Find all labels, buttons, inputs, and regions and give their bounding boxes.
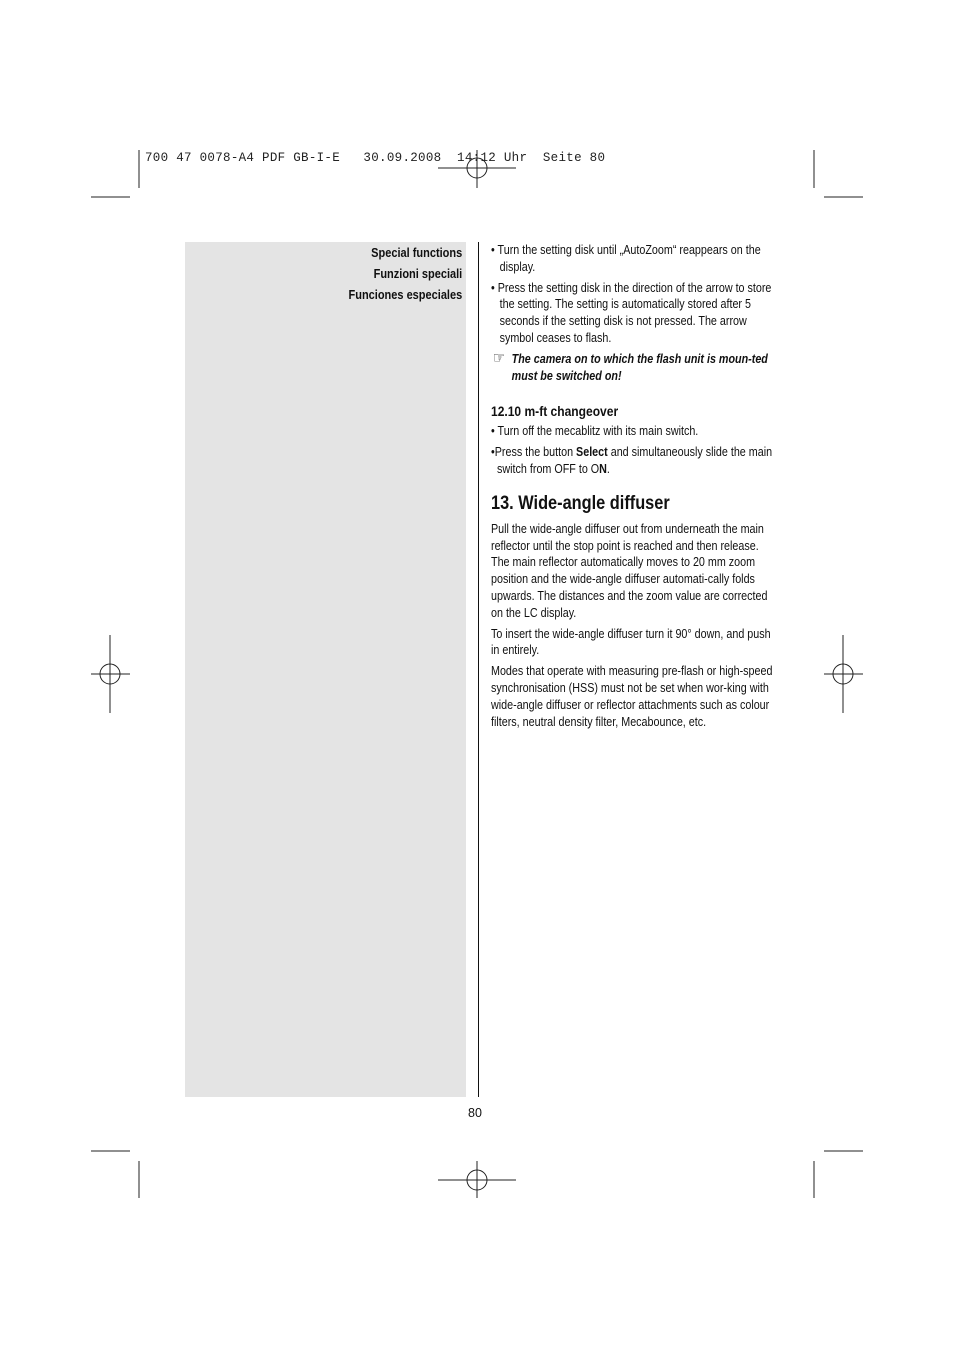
instruction-bullet: • Turn the setting disk until „AutoZoom“ reappears on the display. xyxy=(491,243,761,274)
section-label-en: Special functions xyxy=(370,246,462,260)
main-content xyxy=(491,242,775,734)
instruction-bullet: •Press the button Select and simultaneously slide the main switch from OFF to ON. xyxy=(491,445,773,476)
body-paragraph: Modes that operate with measuring pre-flash or high-speed synchronisation (HSS) must not be set when wor-king with wide-angle diffuser or reflector attachments such as colour filters, neutral density filter, Mecabounce, etc. xyxy=(491,664,773,729)
select-button-label: Select xyxy=(576,445,608,460)
page-number: 80 xyxy=(468,1106,482,1120)
sidebar-panel xyxy=(185,242,466,1097)
body-paragraph: Pull the wide-angle diffuser out from underneath the main reflector until the stop point is reached and then release. The main reflector automatically moves to 20 mm zoom position and the wide-angle diffuser automati-cally folds upwards. The distances and the zoom value are corrected on the LC display. xyxy=(491,521,768,620)
instruction-bullet: • Turn off the mecablitz with its main switch. xyxy=(491,424,699,439)
body-paragraph: To insert the wide-angle diffuser turn it 90° down, and push in entirely. xyxy=(491,626,771,658)
note-text: The camera on to which the flash unit is moun-ted must be switched on! xyxy=(511,351,768,383)
section-label-it: Funzioni speciali xyxy=(373,267,462,281)
pointing-hand-icon: ☞ xyxy=(492,349,506,367)
sidebar-section-labels xyxy=(333,243,462,306)
section-label-es: Funciones especiales xyxy=(348,288,462,302)
print-slug: 700 47 0078-A4 PDF GB-I-E 30.09.2008 14:12 Uhr Seite 80 xyxy=(145,151,606,165)
instruction-bullet: • Press the setting disk in the direction of the arrow to store the setting. The setting is automatically stored after 5 seconds if the setting disk is not pressed. The arrow symbol ceases to flash. xyxy=(491,280,772,345)
column-divider xyxy=(478,242,479,1097)
section-heading-13: 13. Wide-angle diffuser xyxy=(491,492,670,514)
camera-note xyxy=(491,351,775,385)
section-heading-12-10: 12.10 m-ft changeover xyxy=(491,403,619,420)
